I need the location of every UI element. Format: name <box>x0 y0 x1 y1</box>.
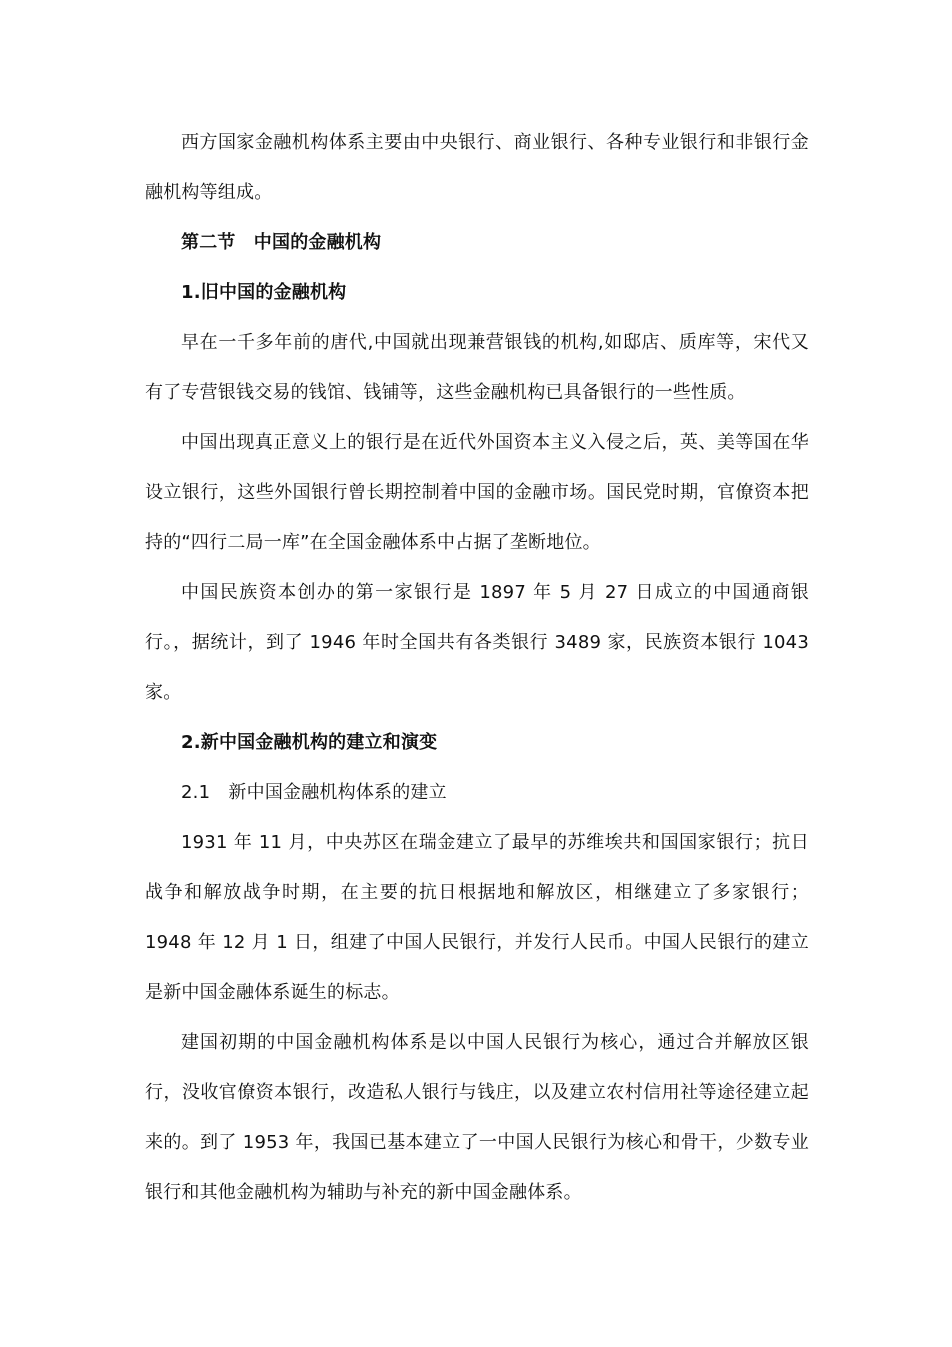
paragraph-early-prc-system: 建国初期的中国金融机构体系是以中国人民银行为核心，通过合并解放区银行，没收官僚资本银行，改造私人银行与钱庄，以及建立农村信用社等途径建立起来的。到了 1953 年，我国已基本建立了一中国人民银行为核心和骨干，少数专业银行和其他金融机构为辅助与补充的新中国金融体系。 <box>145 1032 809 1203</box>
subheading-old-china: 1.旧中国的金融机构 <box>181 282 347 303</box>
paragraph-national-capital-bank: 中国民族资本创办的第一家银行是 1897 年 5 月 27 日成立的中国通商银行。，据统计，到了 1946 年时全国共有各类银行 3489 家，民族资本银行 1043 家。 <box>145 582 809 703</box>
subheading-new-china: 2.新中国金融机构的建立和演变 <box>181 732 438 753</box>
document-page <box>145 118 809 1218</box>
subsection-title-2-1: 2.1 新中国金融机构体系的建立 <box>181 782 447 803</box>
paragraph-western-financial-system: 西方国家金融机构体系主要由中央银行、商业银行、各种专业银行和非银行金融机构等组成。 <box>145 132 809 203</box>
section-heading-china-financial-institutions: 第二节 中国的金融机构 <box>181 232 382 253</box>
paragraph-modern-banks: 中国出现真正意义上的银行是在近代外国资本主义入侵之后，英、美等国在华设立银行，这些外国银行曾长期控制着中国的金融市场。国民党时期，官僚资本把持的“四行二局一库”在全国金融体系中占据了垄断地位。 <box>145 432 809 553</box>
paragraph-tang-dynasty: 早在一千多年前的唐代,中国就出现兼营银钱的机构,如邸店、质库等，宋代又有了专营银钱交易的钱馆、钱铺等，这些金融机构已具备银行的一些性质。 <box>145 332 809 403</box>
paragraph-1931-bank: 1931 年 11 月，中央苏区在瑞金建立了最早的苏维埃共和国国家银行；抗日战争和解放战争时期，在主要的抗日根据地和解放区，相继建立了多家银行；1948 年 12 月 1 日，组建了中国人民银行，并发行人民币。中国人民银行的建立是新中国金融体系诞生的标志。 <box>145 832 809 1003</box>
